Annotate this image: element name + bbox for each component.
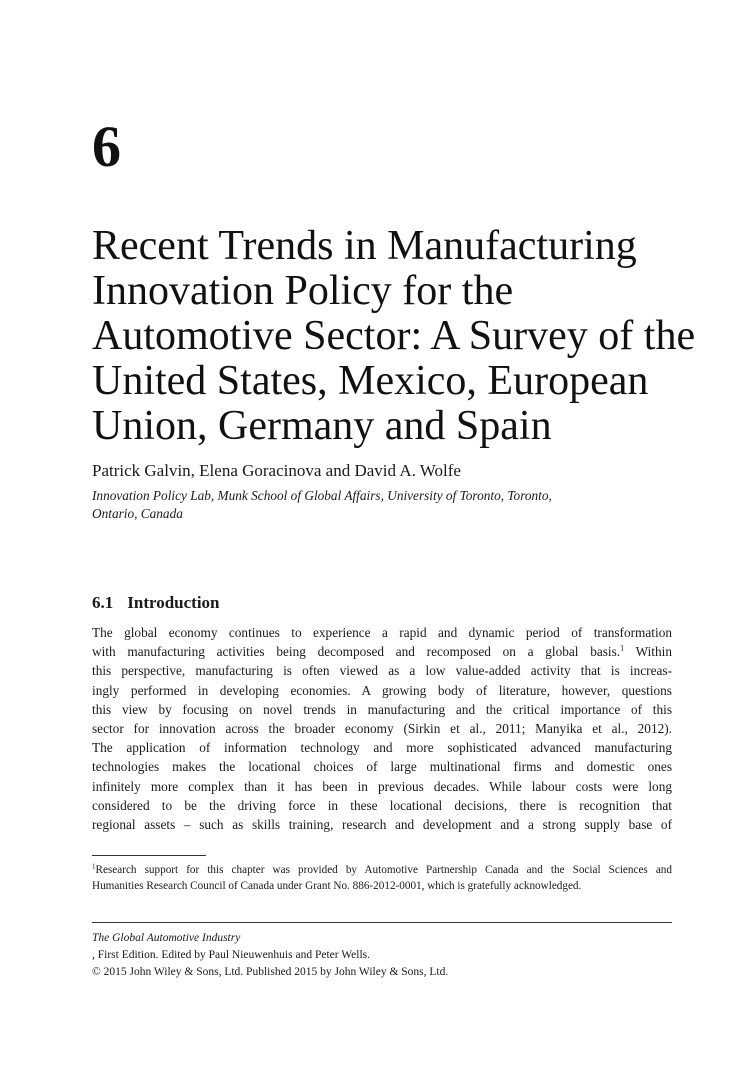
copyright-line: © 2015 John Wiley & Sons, Ltd. Published 2015 by John Wiley & Sons, Ltd. — [92, 966, 449, 978]
body-line: this view by focusing on novel trends in manufacturing and the critical importance of this — [92, 701, 672, 717]
body-paragraph — [92, 623, 672, 834]
book-info — [92, 930, 672, 981]
affiliation-line: Innovation Policy Lab, Munk School of Global Affairs, University of Toronto, Toronto, — [92, 488, 552, 503]
body-line — [92, 642, 672, 661]
chapter-title-line: Recent Trends in Manufacturing — [92, 223, 637, 269]
section-number: 6.1 — [92, 593, 114, 612]
body-line: infinitely more complex than it has been in previous decades. While labour costs were long — [92, 778, 672, 794]
affiliation-line: Ontario, Canada — [92, 506, 183, 521]
body-line: ingly performed in developing economies. A growing body of literature, however, questions — [92, 682, 672, 698]
chapter-title-line: Union, Germany and Spain — [92, 403, 552, 449]
body-text-segment: Within — [624, 644, 672, 660]
footnote-text: Research support for this chapter was provided by Automotive Partnership Canada and the Social Sciences and — [95, 864, 672, 876]
footnote-reference[interactable]: 1 — [620, 643, 625, 653]
body-line: this perspective, manufacturing is often viewed as a low value-added activity that is increas- — [92, 663, 672, 679]
book-edition-text: , First Edition. Edited by Paul Nieuwenhuis and Peter Wells. — [92, 949, 371, 961]
author-list: Patrick Galvin, Elena Goracinova and David A. Wolfe — [92, 461, 461, 480]
section-heading — [92, 593, 220, 613]
footnote-marker: 1 — [92, 862, 96, 871]
body-line: sector for innovation across the broader economy (Sirkin et al., 2011; Manyika et al., 2012). — [92, 721, 672, 737]
section-title: Introduction — [127, 593, 220, 612]
body-text-segment: with manufacturing activities being decomposed and recomposed on a global basis. — [92, 644, 621, 660]
author-affiliation — [92, 487, 672, 523]
page-bottom-divider — [92, 922, 672, 923]
chapter-title — [92, 223, 696, 449]
chapter-title-line: United States, Mexico, European — [92, 358, 649, 404]
body-line: The global economy continues to experience a rapid and dynamic period of transformation — [92, 625, 672, 640]
footnote — [92, 862, 672, 894]
footnote-divider — [92, 855, 206, 856]
footnote-line — [92, 862, 672, 878]
chapter-number: 6 — [92, 114, 121, 179]
book-edition-line — [92, 930, 672, 964]
body-line: regional assets – such as skills training, research and development and a strong supply base of — [92, 817, 672, 833]
body-line: considered to be the driving force in these locational decisions, there is recognition that — [92, 797, 672, 813]
body-line: The application of information technology and more sophisticated advanced manufacturing — [92, 740, 672, 756]
chapter-title-line: Automotive Sector: A Survey of the — [92, 313, 696, 359]
footnote-line: Humanities Research Council of Canada under Grant No. 886-2012-0001, which is gratefully acknowledged. — [92, 880, 582, 892]
body-line: technologies makes the locational choices of large multinational firms and domestic ones — [92, 759, 672, 775]
book-title: The Global Automotive Industry — [92, 932, 241, 944]
chapter-title-line: Innovation Policy for the — [92, 268, 514, 314]
